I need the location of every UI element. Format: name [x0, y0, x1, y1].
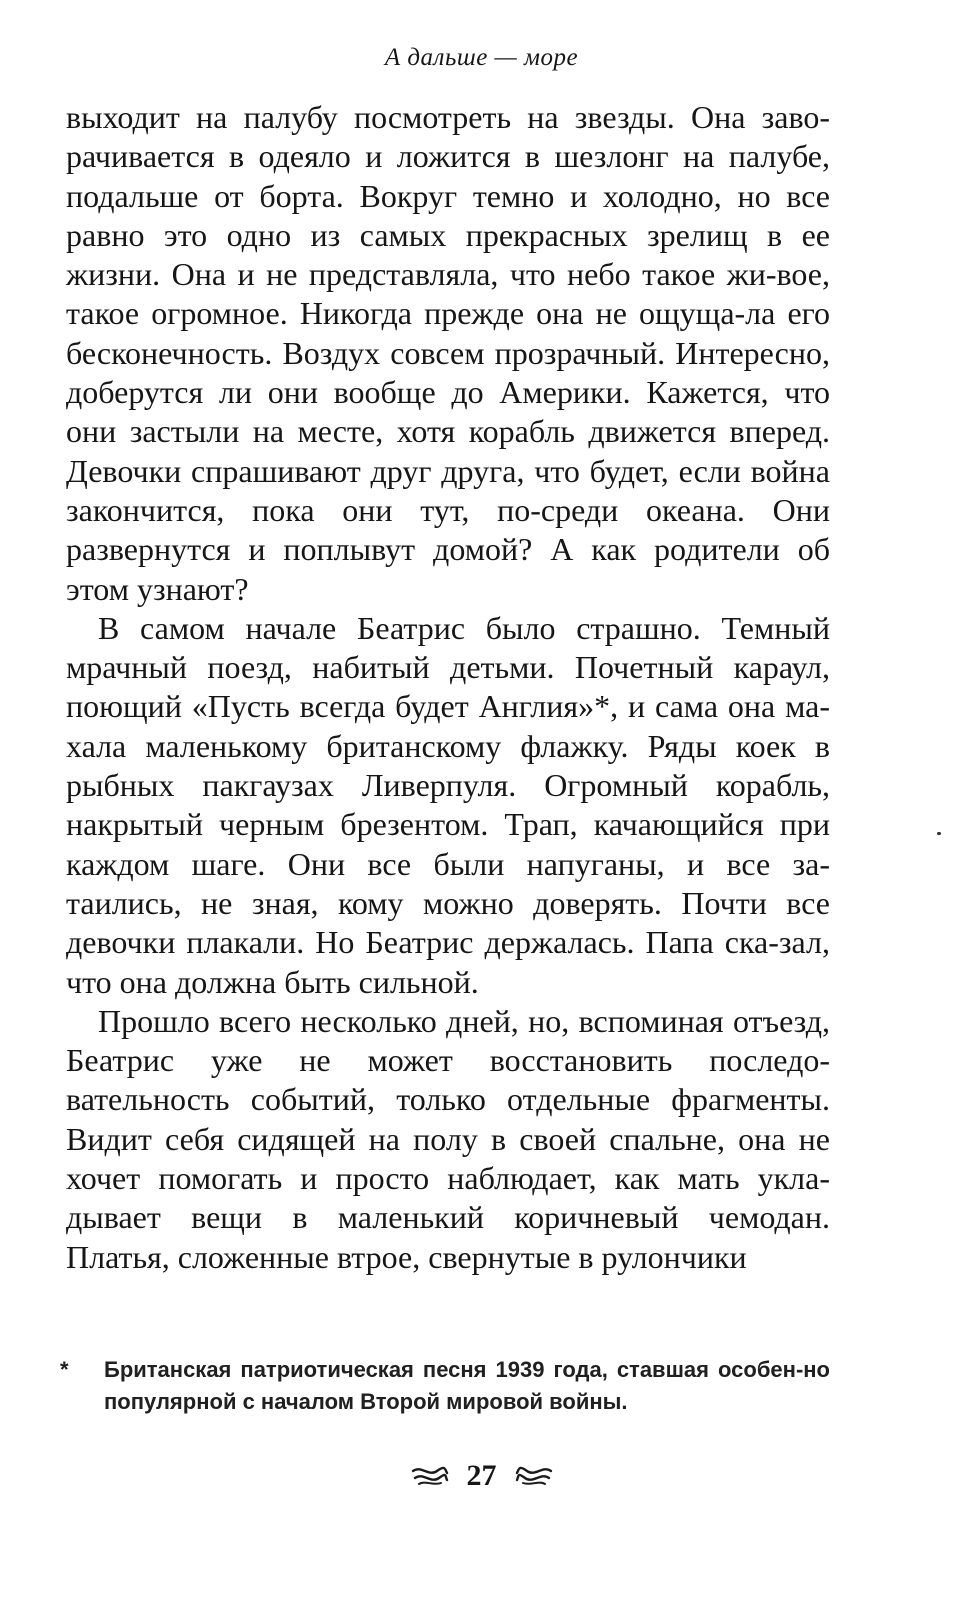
stray-dot — [937, 832, 941, 835]
page-number: 27 — [466, 1459, 497, 1492]
left-ornament-icon — [411, 1465, 449, 1487]
footnote-marker: * — [60, 1357, 69, 1382]
body-text — [66, 98, 830, 1277]
footnote-text: Британская патриотическая песня 1939 года, ставшая особен-но популярной с началом Второй мировой войны. — [104, 1357, 830, 1414]
paragraph-3: Прошло всего несколько дней, но, вспоминая отъезд, Беатрис уже не может восстановить последо-вательность событий, только отдельные фрагменты. Видит себя сидящей на полу в своей спальне, она не хочет помогать и просто наблюдает, как мать укла-дывает вещи в маленький коричневый чемодан. Платья, сложенные втрое, свернутые в рулончики — [66, 1002, 830, 1275]
footnote — [60, 1354, 830, 1418]
paragraph-1: выходит на палубу посмотреть на звезды. Она заво-рачивается в одеяло и ложится в шезлонг на палубе, подальше от борта. Вокруг темно и холодно, но все равно это одно из самых прекрасных зрелищ в ее жизни. Она и не представляла, что небо такое жи-вое, такое огромное. Никогда прежде она не ощуща-ла его бесконечность. Воздух совсем прозрачный. Интересно, доберутся ли они вообще до Америки. Кажется, что они застыли на месте, хотя корабль движется вперед. Девочки спрашивают друг друга, что будет, если война закончится, пока они тут, по-среди океана. Они развернутся и поплывут домой? А как родители об этом узнают? — [66, 99, 830, 607]
running-head: А дальше — море — [384, 44, 579, 71]
right-ornament-icon — [515, 1465, 553, 1487]
paragraph-2: В самом начале Беатрис было страшно. Темный мрачный поезд, набитый детьми. Почетный караул, поющий «Пусть всегда будет Англия»*, и сама она ма-хала маленькому британскому флажку. Ряды коек в рыбных пакгаузах Ливерпуля. Огромный корабль, накрытый черным брезентом. Трап, качающийся при каждом шаге. Они все были напуганы, и все за-таились, не зная, кому можно доверять. Почти все девочки плакали. Но Беатрис держалась. Папа ска-зал, что она должна быть сильной. — [66, 609, 830, 1000]
page-folio — [0, 1454, 963, 1498]
